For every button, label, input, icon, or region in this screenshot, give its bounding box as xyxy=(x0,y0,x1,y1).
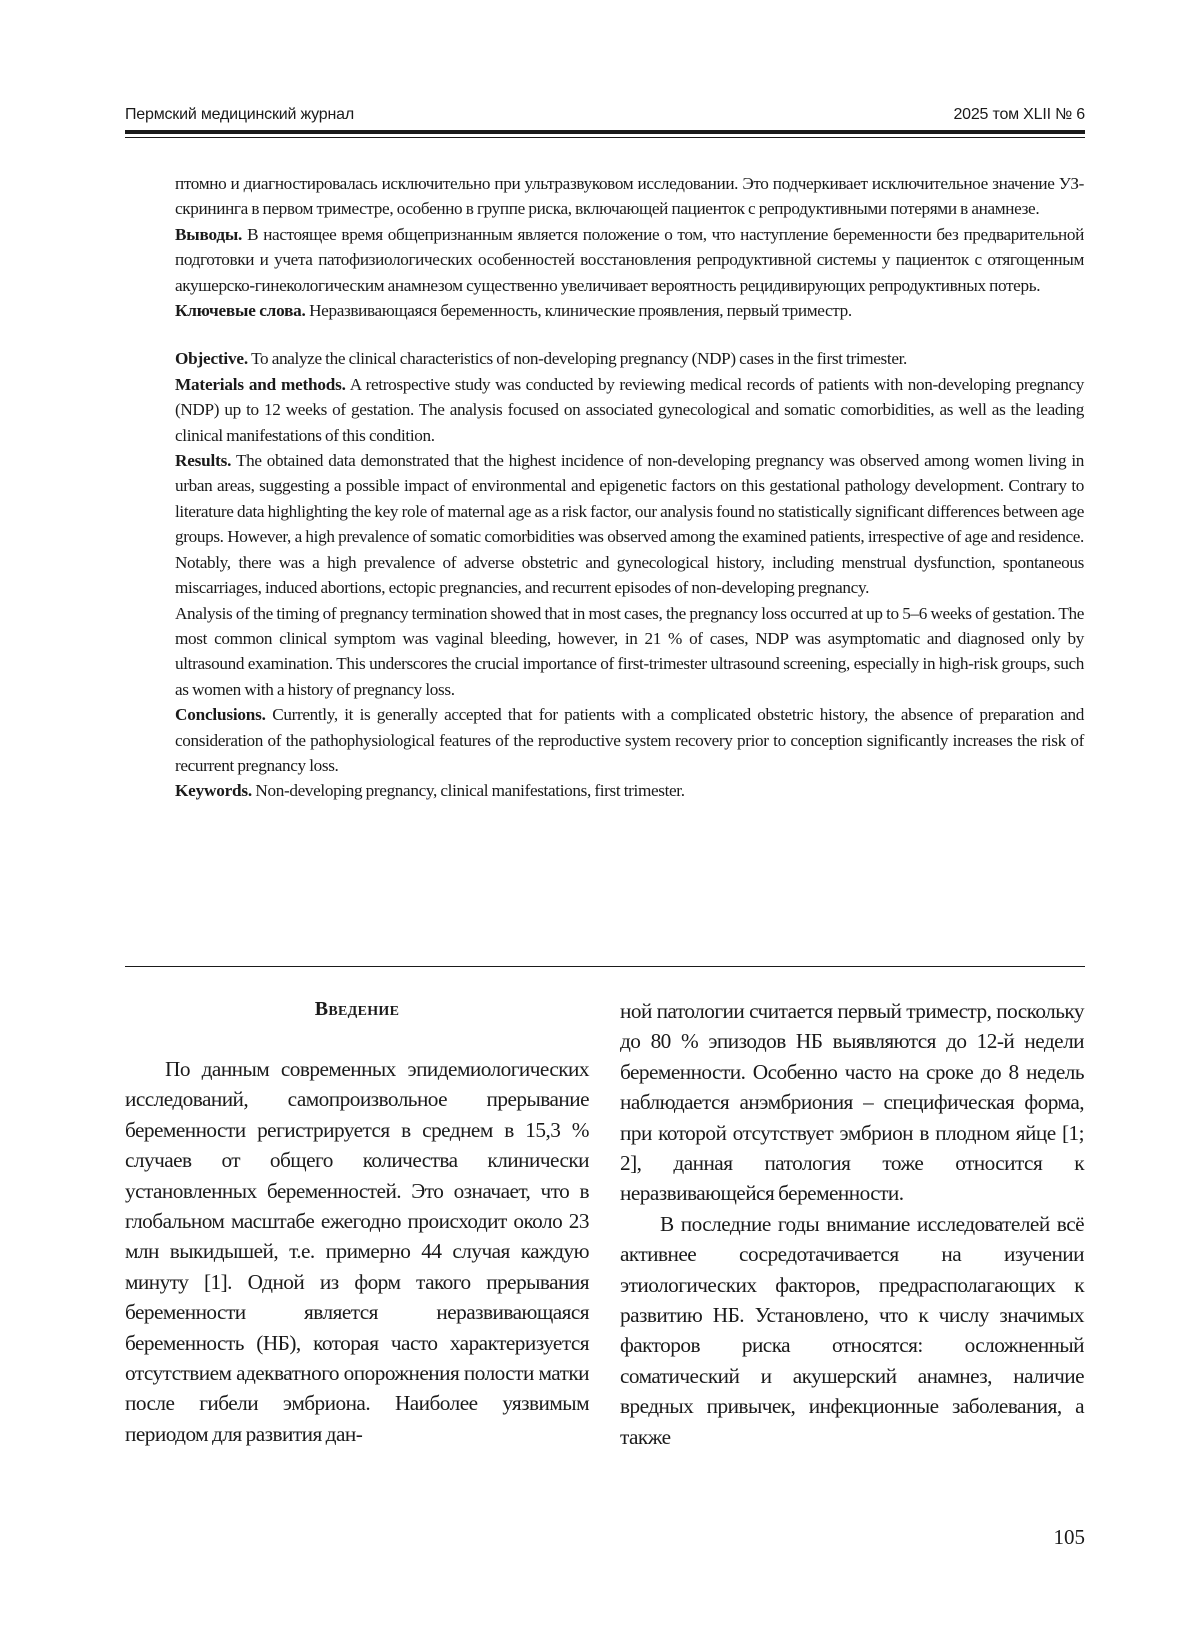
abstract-en-methods xyxy=(175,372,1084,448)
abstract-en-methods-label: Materials and methods. xyxy=(175,374,346,394)
abstract-block xyxy=(175,171,1084,804)
body-column-left xyxy=(125,994,589,1449)
issue-info: 2025 том XLII № 6 xyxy=(953,106,1085,123)
abstract-ru-conclusions-label: Выводы. xyxy=(175,224,243,244)
abstract-en-keywords-label: Keywords. xyxy=(175,781,252,801)
abstract-en-results xyxy=(175,448,1084,600)
body-column-right xyxy=(620,996,1084,1452)
abstract-en-conclusions xyxy=(175,702,1084,778)
abstract-ru-keywords-label: Ключевые слова. xyxy=(175,301,306,321)
section-divider xyxy=(125,966,1085,967)
abstract-en-methods-text: A retrospective study was conducted by reviewing medical records of patients with non-developing pregnancy (NDP) up to 12 weeks of gestation. The analysis focused on associated gynecological and somatic comorbidities, as well as the leading clinical manifestations of this condition. xyxy=(175,374,1085,445)
section-title-introduction: Введение xyxy=(314,998,400,1020)
abstract-en-keywords xyxy=(175,778,1084,803)
abstract-ru-results-tail: птомно и диагностировалась исключительно при ультразвуковом исследовании. Это подчеркивает исключительное значение УЗ-скрининга в первом триместре, особенно в группе риска, включающей пациенток с репродуктивными потерями в анамнезе. xyxy=(175,174,1084,219)
abstract-ru-conclusions-text: В настоящее время общепризнанным является положение о том, что наступление беременности без предварительной подготовки и учета патофизиологических особенностей восстановления репродуктивной системы у пациенток с отягощенным акушерско-гинекологическим анамнезом существенно увеличивает вероятность рецидивирующих репродуктивных потерь. xyxy=(175,224,1084,295)
running-header xyxy=(125,106,1085,128)
abstract-en-keywords-text: Non-developing pregnancy, clinical manifestations, first trimester. xyxy=(251,781,685,801)
abstract-en-results-label: Results. xyxy=(175,451,232,471)
abstract-ru-conclusions xyxy=(175,222,1084,298)
abstract-en-objective-label: Objective. xyxy=(175,349,248,369)
journal-title: Пермский медицинский журнал xyxy=(125,106,354,123)
intro-paragraph-2: В последние годы внимание исследователей всё активнее сосредотачивается на изучении этиологических факторов, предрасполагающих к развитию НБ. Установлено, что к числу значимых факторов риска относятся: осложненный соматический и акушерский анамнез, наличие вредных привычек, инфекционные заболевания, а также xyxy=(620,1211,1084,1449)
abstract-en-objective xyxy=(175,346,1084,371)
abstract-en xyxy=(175,346,1084,803)
abstract-en-results-2: Analysis of the timing of pregnancy termination showed that in most cases, the pregnancy loss occurred at up to 5–6 weeks of gestation. The most common clinical symptom was vaginal bleeding, however, in 21 % of cases, NDP was asymptomatic and diagnosed only by ultrasound examination. This underscores the crucial importance of first-trimester ultrasound screening, especially in high-risk groups, such as women with a history of pregnancy loss. xyxy=(175,603,1084,699)
abstract-en-objective-text: To analyze the clinical characteristics of non-developing pregnancy (NDP) cases in the first trimester. xyxy=(247,349,907,369)
abstract-en-conclusions-text: Currently, it is generally accepted that for patients with a complicated obstetric history, the absence of preparation and consideration of the pathophysiological features of the reproductive system recovery prior to conception significantly increases the risk of recurrent pregnancy loss. xyxy=(175,705,1084,775)
abstract-en-conclusions-label: Conclusions. xyxy=(175,705,266,725)
intro-paragraph-1-continued: ной патологии считается первый триместр, поскольку до 80 % эпизодов НБ выявляются до 12-й недели беременности. Особенно часто на сроке до 8 недель наблюдается анэмбриония – специфическая форма, при которой отсутствует эмбрион в плодном яйце [1; 2], данная патология тоже относится к неразвивающейся беременности. xyxy=(620,999,1084,1206)
abstract-ru-keywords xyxy=(175,298,1084,323)
header-rule-thin xyxy=(125,137,1085,138)
abstract-gap xyxy=(175,323,1084,346)
abstract-en-results-text: The obtained data demonstrated that the highest incidence of non-developing pregnancy was observed among women living in urban areas, suggesting a possible impact of environmental and epigenetic factors on this gestational pathology development. Contrary to literature data highlighting the key role of maternal age as a risk factor, our analysis found no statistically significant differences between age groups. However, a high prevalence of somatic comorbidities was observed among the examined patients, irrespective of age and residence. Notably, there was a high prevalence of adverse obstetric and gynecological history, including menstrual dysfunction, spontaneous miscarriages, induced abortions, ectopic pregnancies, and recurrent episodes of non-developing pregnancy. xyxy=(175,451,1084,598)
abstract-ru-keywords-text: Неразвивающаяся беременность, клинические проявления, первый триместр. xyxy=(305,301,852,321)
intro-paragraph-1: По данным современных эпидемиологических исследований, самопроизвольное прерывание беременности регистрируется в среднем в 15,3 % случаев от общего количества клинически установленных беременностей. Это означает, что в глобальном масштабе ежегодно происходит около 23 млн выкидышей, т.е. примерно 44 случая каждую минуту [1]. Одной из форм такого прерывания беременности является неразвивающаяся беременность (НБ), которая часто характеризуется отсутствием адекватного опорожнения полости матки после гибели эмбриона. Наиболее уязвимым периодом для развития дан- xyxy=(125,1057,589,1446)
header-rule-thick xyxy=(125,130,1085,134)
page-number: 105 xyxy=(1053,1525,1085,1549)
